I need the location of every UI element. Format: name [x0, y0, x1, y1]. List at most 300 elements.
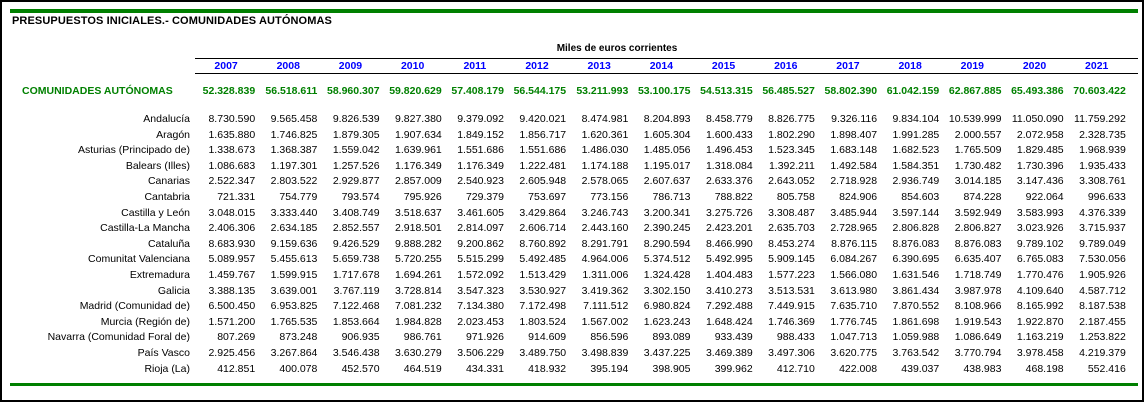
- value-cell: 398.905: [652, 362, 691, 375]
- value-cell: 8.291.791: [581, 237, 629, 250]
- total-value-cell: 58.960.307: [327, 85, 380, 97]
- value-cell: 3.308.487: [768, 206, 815, 219]
- value-cell: 3.275.726: [705, 206, 753, 219]
- value-cell: 1.163.219: [1016, 331, 1064, 344]
- value-cell: 552.416: [1087, 362, 1126, 375]
- table-row: [12, 268, 1128, 284]
- value-cell: 9.834.104: [892, 113, 940, 125]
- value-cell: 1.635.880: [208, 128, 256, 141]
- bottom-green-rule: [10, 383, 1138, 386]
- value-cell: 1.338.673: [208, 144, 256, 157]
- row-label: Cataluña: [147, 237, 190, 250]
- value-cell: 412.851: [217, 362, 256, 375]
- value-cell: 7.530.056: [1079, 253, 1126, 266]
- value-cell: 1.861.698: [892, 315, 940, 328]
- total-value-cell: 70.603.422: [1073, 85, 1126, 97]
- header-rule-top: [195, 58, 1138, 59]
- value-cell: 933.439: [714, 331, 753, 344]
- total-value-cell: 56.485.527: [762, 85, 815, 97]
- value-cell: 468.198: [1025, 362, 1064, 375]
- value-cell: 2.806.827: [954, 222, 1002, 235]
- table-row: [12, 284, 1128, 300]
- value-cell: 5.492.995: [705, 253, 753, 266]
- value-cell: 7.635.710: [830, 300, 878, 313]
- value-cell: 2.072.958: [1016, 128, 1064, 141]
- value-cell: 8.876.083: [954, 237, 1002, 250]
- value-cell: 1.599.915: [270, 268, 318, 281]
- value-cell: 9.826.539: [332, 113, 380, 125]
- value-cell: 1.584.351: [892, 159, 940, 172]
- row-label: Balears (Illes): [125, 159, 190, 172]
- value-cell: 1.853.664: [332, 315, 380, 328]
- value-cell: 7.111.512: [583, 300, 629, 313]
- value-cell: 1.968.939: [1079, 144, 1126, 157]
- value-cell: 854.603: [901, 190, 940, 203]
- table-row: [12, 362, 1128, 378]
- value-cell: 788.822: [714, 190, 753, 203]
- value-cell: 1.922.870: [1016, 315, 1064, 328]
- value-cell: 1.485.056: [643, 144, 691, 157]
- total-value-cell: 65.493.386: [1011, 85, 1064, 97]
- value-cell: 9.827.380: [395, 113, 442, 125]
- value-cell: 8.458.779: [705, 113, 753, 125]
- value-cell: 1.566.080: [830, 268, 878, 281]
- table-row: [12, 330, 1128, 346]
- value-cell: 5.720.255: [395, 253, 442, 266]
- value-cell: 3.410.273: [705, 284, 753, 297]
- value-cell: 773.156: [590, 190, 629, 203]
- value-cell: 2.936.749: [892, 175, 940, 188]
- top-green-rule: [10, 9, 1138, 13]
- value-cell: 2.443.160: [581, 222, 629, 235]
- value-cell: 2.606.714: [519, 222, 567, 235]
- value-cell: 3.429.864: [519, 206, 567, 219]
- value-cell: 805.758: [776, 190, 815, 203]
- value-cell: 1.802.290: [768, 128, 815, 141]
- value-cell: 1.459.767: [208, 268, 256, 281]
- value-cell: 10.539.999: [948, 113, 1002, 125]
- year-column-header: 2020: [1022, 60, 1047, 72]
- value-cell: 399.962: [714, 362, 753, 375]
- value-cell: 1.086.649: [954, 331, 1002, 344]
- value-cell: 1.195.017: [643, 159, 691, 172]
- year-column-header: 2019: [960, 60, 985, 72]
- value-cell: 2.522.347: [208, 175, 256, 188]
- value-cell: 7.081.232: [395, 300, 442, 313]
- data-rows-container: [12, 112, 1128, 377]
- value-cell: 2.852.557: [332, 222, 380, 235]
- value-cell: 1.776.745: [830, 315, 878, 328]
- value-cell: 6.635.407: [954, 253, 1002, 266]
- total-value-cell: 52.328.839: [202, 85, 256, 97]
- value-cell: 6.953.825: [270, 300, 318, 313]
- value-cell: 3.014.185: [954, 175, 1002, 188]
- value-cell: 3.583.993: [1016, 206, 1064, 219]
- value-cell: 1.404.483: [705, 268, 753, 281]
- value-cell: 1.730.396: [1016, 159, 1064, 172]
- value-cell: 7.172.498: [519, 300, 567, 313]
- row-label: Asturias (Principado de): [77, 144, 190, 157]
- value-cell: 3.639.001: [270, 284, 318, 297]
- table-row: [12, 237, 1128, 253]
- value-cell: 1.746.825: [270, 128, 318, 141]
- value-cell: 1.605.304: [643, 128, 691, 141]
- value-cell: 856.596: [590, 331, 629, 344]
- value-cell: 412.710: [776, 362, 815, 375]
- value-cell: 1.694.261: [395, 268, 442, 281]
- total-value-cell: 58.802.390: [824, 85, 878, 97]
- value-cell: 3.388.135: [208, 284, 256, 297]
- value-cell: 6.500.450: [208, 300, 256, 313]
- value-cell: 1.567.002: [581, 315, 629, 328]
- value-cell: 1.631.546: [892, 268, 940, 281]
- row-label: Comunitat Valenciana: [88, 253, 190, 266]
- value-cell: 3.613.980: [830, 284, 878, 297]
- year-column-header: 2017: [836, 60, 860, 72]
- total-value-cell: 56.544.175: [513, 85, 567, 97]
- total-value-cell: 57.408.179: [451, 85, 504, 97]
- value-cell: 1.919.543: [954, 315, 1002, 328]
- value-cell: 1.523.345: [768, 144, 815, 157]
- table-row: [12, 112, 1128, 128]
- value-cell: 5.515.299: [457, 253, 504, 266]
- value-cell: 1.551.686: [519, 144, 567, 157]
- value-cell: 1.571.200: [208, 315, 256, 328]
- value-cell: 8.760.892: [519, 237, 567, 250]
- value-cell: 2.390.245: [643, 222, 691, 235]
- value-cell: 3.048.015: [208, 206, 256, 219]
- value-cell: 8.290.594: [643, 237, 691, 250]
- value-cell: 8.187.538: [1079, 300, 1126, 313]
- year-column-header: 2014: [649, 60, 674, 72]
- year-column-header: 2009: [338, 60, 363, 72]
- value-cell: 1.559.042: [332, 144, 380, 157]
- value-cell: 9.789.102: [1016, 237, 1064, 250]
- value-cell: 2.814.097: [457, 222, 504, 235]
- value-cell: 3.461.605: [457, 206, 504, 219]
- row-label: País Vasco: [137, 346, 190, 359]
- value-cell: 4.964.006: [581, 253, 629, 266]
- value-cell: 1.898.407: [830, 128, 878, 141]
- value-cell: 452.570: [341, 362, 380, 375]
- value-cell: 2.925.456: [208, 346, 256, 359]
- value-cell: 4.219.379: [1079, 346, 1126, 359]
- value-cell: 1.197.301: [270, 159, 318, 172]
- value-cell: 1.935.433: [1079, 159, 1126, 172]
- value-cell: 1.907.634: [395, 128, 442, 141]
- value-cell: 1.879.305: [332, 128, 380, 141]
- table-row: [12, 128, 1128, 144]
- row-label: Canarias: [147, 175, 190, 188]
- value-cell: 1.176.349: [395, 159, 442, 172]
- total-value-cell: 54.513.315: [700, 85, 753, 97]
- value-cell: 8.204.893: [643, 113, 691, 125]
- value-cell: 1.486.030: [581, 144, 629, 157]
- value-cell: 5.909.145: [768, 253, 815, 266]
- year-column-header: 2016: [774, 60, 798, 72]
- value-cell: 3.630.279: [395, 346, 442, 359]
- value-cell: 1.253.822: [1079, 331, 1126, 344]
- value-cell: 721.331: [217, 190, 256, 203]
- value-cell: 1.572.092: [457, 268, 504, 281]
- value-cell: 1.639.961: [395, 144, 442, 157]
- row-label: Galicia: [157, 284, 190, 297]
- row-label: Rioja (La): [144, 362, 190, 375]
- value-cell: 8.876.083: [892, 237, 940, 250]
- value-cell: 6.390.695: [892, 253, 940, 266]
- value-cell: 1.803.524: [519, 315, 567, 328]
- year-column-header: 2010: [400, 60, 425, 72]
- value-cell: 1.770.476: [1016, 268, 1064, 281]
- value-cell: 996.633: [1087, 190, 1126, 203]
- value-cell: 3.518.637: [395, 206, 442, 219]
- value-cell: 8.876.115: [831, 237, 878, 250]
- value-cell: 1.577.223: [768, 268, 815, 281]
- value-cell: 1.368.387: [270, 144, 318, 157]
- value-cell: 1.176.349: [457, 159, 504, 172]
- row-label: Castilla y León: [121, 206, 190, 219]
- value-cell: 1.311.006: [582, 268, 629, 281]
- value-cell: 9.888.282: [395, 237, 442, 250]
- value-cell: 971.926: [465, 331, 504, 344]
- value-cell: 2.000.557: [954, 128, 1002, 141]
- table-row: [12, 346, 1128, 362]
- value-cell: 5.374.512: [643, 253, 691, 266]
- value-cell: 3.597.144: [892, 206, 940, 219]
- value-cell: 3.489.750: [519, 346, 567, 359]
- year-header-row: [12, 60, 1128, 73]
- value-cell: 2.187.455: [1079, 315, 1126, 328]
- total-value-cell: 53.211.993: [576, 85, 629, 97]
- value-cell: 914.609: [528, 331, 567, 344]
- value-cell: 434.331: [465, 362, 504, 375]
- year-column-header: 2011: [463, 60, 487, 72]
- year-column-header: 2013: [587, 60, 611, 72]
- value-cell: 906.935: [341, 331, 380, 344]
- year-column-header: 2018: [898, 60, 922, 72]
- total-value-cell: 53.100.175: [637, 85, 691, 97]
- value-cell: 795.926: [403, 190, 442, 203]
- value-cell: 395.194: [590, 362, 629, 375]
- value-cell: 1.222.481: [519, 159, 567, 172]
- value-cell: 9.426.529: [332, 237, 380, 250]
- value-cell: 2.918.501: [395, 222, 442, 235]
- value-cell: 3.333.440: [270, 206, 318, 219]
- value-cell: 3.302.150: [643, 284, 691, 297]
- value-cell: 1.829.485: [1016, 144, 1064, 157]
- total-value-cell: 61.042.159: [886, 85, 940, 97]
- value-cell: 1.765.509: [954, 144, 1002, 157]
- value-cell: 8.683.930: [208, 237, 256, 250]
- year-column-header: 2015: [711, 60, 736, 72]
- value-cell: 1.746.369: [768, 315, 815, 328]
- value-cell: 1.683.148: [830, 144, 878, 157]
- value-cell: 1.600.433: [705, 128, 753, 141]
- value-cell: 1.623.243: [643, 315, 691, 328]
- value-cell: 3.987.978: [954, 284, 1002, 297]
- value-cell: 1.059.988: [892, 331, 940, 344]
- row-label: Aragón: [156, 128, 190, 141]
- value-cell: 8.108.966: [954, 300, 1002, 313]
- value-cell: 1.730.482: [954, 159, 1002, 172]
- value-cell: 3.770.794: [954, 346, 1002, 359]
- value-cell: 3.023.926: [1016, 222, 1064, 235]
- value-cell: 418.932: [528, 362, 567, 375]
- value-cell: 3.861.434: [892, 284, 940, 297]
- value-cell: 1.682.523: [892, 144, 940, 157]
- value-cell: 2.607.637: [643, 175, 691, 188]
- year-column-header: 2012: [525, 60, 549, 72]
- year-column-header: 2007: [214, 60, 238, 72]
- value-cell: 1.492.584: [830, 159, 878, 172]
- total-value-cell: 59.820.629: [389, 85, 442, 97]
- value-cell: 9.789.049: [1079, 237, 1126, 250]
- value-cell: 9.379.092: [457, 113, 504, 125]
- value-cell: 1.984.828: [395, 315, 442, 328]
- total-value-cell: 56.518.611: [265, 85, 318, 97]
- value-cell: 1.620.361: [581, 128, 629, 141]
- value-cell: 7.134.380: [457, 300, 504, 313]
- value-cell: 1.849.152: [457, 128, 504, 141]
- value-cell: 2.718.928: [830, 175, 878, 188]
- table-row: [12, 252, 1128, 268]
- table-row: [12, 143, 1128, 159]
- value-cell: 1.765.535: [270, 315, 318, 328]
- value-cell: 824.906: [839, 190, 878, 203]
- value-cell: 1.717.678: [332, 268, 380, 281]
- value-cell: 3.200.341: [643, 206, 691, 219]
- value-cell: 1.324.428: [643, 268, 691, 281]
- value-cell: 9.200.862: [457, 237, 504, 250]
- value-cell: 3.728.814: [395, 284, 442, 297]
- value-cell: 3.246.743: [581, 206, 629, 219]
- value-cell: 9.420.021: [519, 113, 567, 125]
- value-cell: 1.496.453: [705, 144, 753, 157]
- value-cell: 9.565.458: [270, 113, 318, 125]
- value-cell: 2.578.065: [581, 175, 629, 188]
- value-cell: 422.008: [839, 362, 878, 375]
- value-cell: 2.540.923: [457, 175, 504, 188]
- total-row: [12, 85, 1128, 99]
- value-cell: 3.437.225: [643, 346, 691, 359]
- value-cell: 3.147.436: [1016, 175, 1064, 188]
- value-cell: 729.379: [465, 190, 504, 203]
- value-cell: 922.064: [1025, 190, 1064, 203]
- table-row: [12, 174, 1128, 190]
- value-cell: 3.546.438: [332, 346, 380, 359]
- value-cell: 2.634.185: [270, 222, 318, 235]
- value-cell: 7.870.552: [892, 300, 940, 313]
- table-row: [12, 299, 1128, 315]
- value-cell: 3.513.531: [768, 284, 815, 297]
- value-cell: 438.983: [963, 362, 1002, 375]
- value-cell: 3.506.229: [457, 346, 504, 359]
- value-cell: 8.165.992: [1016, 300, 1064, 313]
- value-cell: 5.455.613: [270, 253, 318, 266]
- year-column-header: 2021: [1085, 60, 1109, 72]
- value-cell: 1.086.683: [208, 159, 256, 172]
- value-cell: 7.449.915: [768, 300, 815, 313]
- value-cell: 3.530.927: [519, 284, 567, 297]
- table-row: [12, 206, 1128, 222]
- value-cell: 6.765.083: [1016, 253, 1064, 266]
- page-title: PRESUPUESTOS INICIALES.- COMUNIDADES AUTÓNOMAS: [12, 15, 332, 27]
- value-cell: 1.392.211: [768, 159, 815, 172]
- value-cell: 786.713: [652, 190, 691, 203]
- value-cell: 1.047.713: [830, 331, 878, 344]
- value-cell: 8.730.590: [208, 113, 256, 125]
- value-cell: 2.633.376: [705, 175, 753, 188]
- value-cell: 2.023.453: [457, 315, 504, 328]
- year-column-header: 2008: [276, 60, 300, 72]
- value-cell: 3.497.306: [768, 346, 815, 359]
- value-cell: 3.469.389: [705, 346, 753, 359]
- value-cell: 2.423.201: [705, 222, 753, 235]
- value-cell: 986.761: [403, 331, 442, 344]
- value-cell: 2.806.828: [892, 222, 940, 235]
- value-cell: 1.905.926: [1079, 268, 1126, 281]
- value-cell: 5.659.738: [332, 253, 380, 266]
- value-cell: 8.826.775: [768, 113, 815, 125]
- value-cell: 3.978.458: [1016, 346, 1064, 359]
- value-cell: 1.991.285: [892, 128, 940, 141]
- value-cell: 3.620.775: [830, 346, 878, 359]
- table-row: [12, 159, 1128, 175]
- value-cell: 3.715.937: [1079, 222, 1126, 235]
- value-cell: 8.453.274: [768, 237, 815, 250]
- value-cell: 3.767.119: [333, 284, 380, 297]
- value-cell: 3.592.949: [954, 206, 1002, 219]
- value-cell: 1.318.084: [705, 159, 753, 172]
- value-cell: 11.759.292: [1074, 113, 1126, 125]
- value-cell: 8.474.981: [581, 113, 629, 125]
- value-cell: 754.779: [279, 190, 318, 203]
- value-cell: 6.084.267: [830, 253, 878, 266]
- row-label: Castilla-La Mancha: [100, 222, 190, 235]
- value-cell: 1.648.424: [705, 315, 753, 328]
- value-cell: 3.485.944: [830, 206, 878, 219]
- row-label: Madrid (Comunidad de): [79, 300, 190, 313]
- value-cell: 7.292.488: [705, 300, 753, 313]
- value-cell: 2.929.877: [332, 175, 380, 188]
- unit-label: Miles de euros corrientes: [556, 43, 678, 54]
- value-cell: 2.728.965: [830, 222, 878, 235]
- value-cell: 2.643.052: [768, 175, 815, 188]
- value-cell: 2.635.703: [768, 222, 815, 235]
- row-label: Cantabria: [144, 190, 190, 203]
- value-cell: 793.574: [341, 190, 380, 203]
- value-cell: 753.697: [528, 190, 567, 203]
- value-cell: 1.174.188: [581, 159, 629, 172]
- value-cell: 9.326.116: [831, 113, 878, 125]
- value-cell: 988.433: [776, 331, 815, 344]
- value-cell: 439.037: [901, 362, 940, 375]
- total-value-cell: 62.867.885: [948, 85, 1002, 97]
- value-cell: 7.122.468: [332, 300, 380, 313]
- total-row-label: COMUNIDADES AUTÓNOMAS: [22, 85, 173, 97]
- value-cell: 11.050.090: [1011, 113, 1064, 125]
- value-cell: 4.109.640: [1016, 284, 1064, 297]
- value-cell: 1.718.749: [954, 268, 1002, 281]
- value-cell: 873.248: [279, 331, 318, 344]
- value-cell: 1.513.429: [519, 268, 567, 281]
- value-cell: 8.466.990: [705, 237, 753, 250]
- header-rule-bottom: [195, 73, 1138, 74]
- row-label: Andalucía: [143, 113, 190, 125]
- value-cell: 3.408.749: [332, 206, 380, 219]
- value-cell: 5.492.485: [519, 253, 567, 266]
- value-cell: 807.269: [217, 331, 256, 344]
